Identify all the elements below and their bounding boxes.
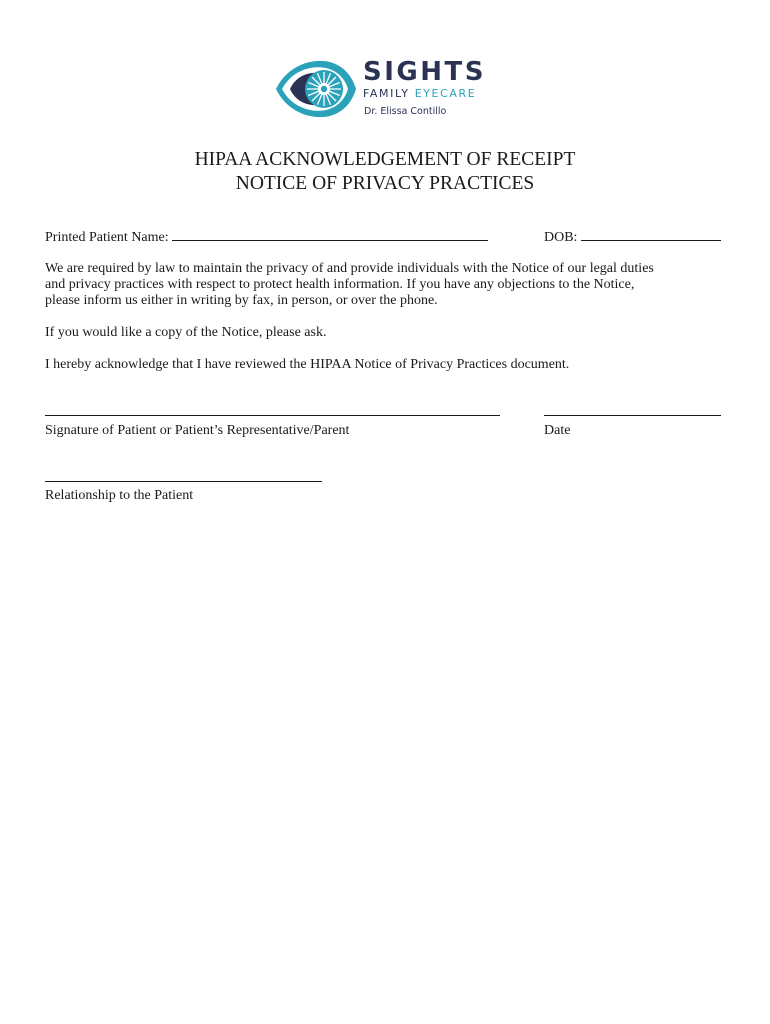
doctor-name: Dr. Elissa Contillo xyxy=(364,106,447,117)
dob-blank[interactable] xyxy=(581,228,721,241)
notice-paragraph-line3: please inform us either in writing by fax, in person, or over the phone. xyxy=(45,293,438,308)
brand-subtitle-eyecare: EYECARE xyxy=(414,87,477,100)
notice-paragraph-line1: We are required by law to maintain the privacy of and provide individuals with the Notice of our legal duties xyxy=(45,261,654,276)
dob-label: DOB: xyxy=(544,230,578,245)
dob-field xyxy=(544,228,721,246)
brand-subtitle xyxy=(363,87,503,101)
document-title-line2: NOTICE OF PRIVACY PRACTICES xyxy=(235,173,535,194)
patient-name-label: Printed Patient Name: xyxy=(45,230,169,245)
date-blank[interactable] xyxy=(544,415,721,416)
signature-label: Signature of Patient or Patient’s Representative/Parent xyxy=(45,423,350,438)
copy-request-text: If you would like a copy of the Notice, please ask. xyxy=(45,325,327,340)
patient-name-blank[interactable] xyxy=(172,228,488,241)
brand-subtitle-family: FAMILY xyxy=(363,87,410,100)
document-title-line1: HIPAA ACKNOWLEDGEMENT OF RECEIPT xyxy=(194,149,576,170)
logo-text xyxy=(363,58,503,118)
signature-blank[interactable] xyxy=(45,415,500,416)
relationship-blank[interactable] xyxy=(45,481,322,482)
acknowledgement-text: I hereby acknowledge that I have reviewed the HIPAA Notice of Privacy Practices document. xyxy=(45,357,570,372)
brand-name: SIGHTS xyxy=(363,57,486,87)
notice-paragraph-line2: and privacy practices with respect to protect health information. If you have any objections to the Notice, xyxy=(45,277,635,292)
eye-logo-icon xyxy=(274,56,358,122)
practice-logo xyxy=(274,56,504,122)
relationship-label: Relationship to the Patient xyxy=(45,488,194,503)
date-label: Date xyxy=(544,423,571,438)
patient-name-field xyxy=(45,228,488,246)
